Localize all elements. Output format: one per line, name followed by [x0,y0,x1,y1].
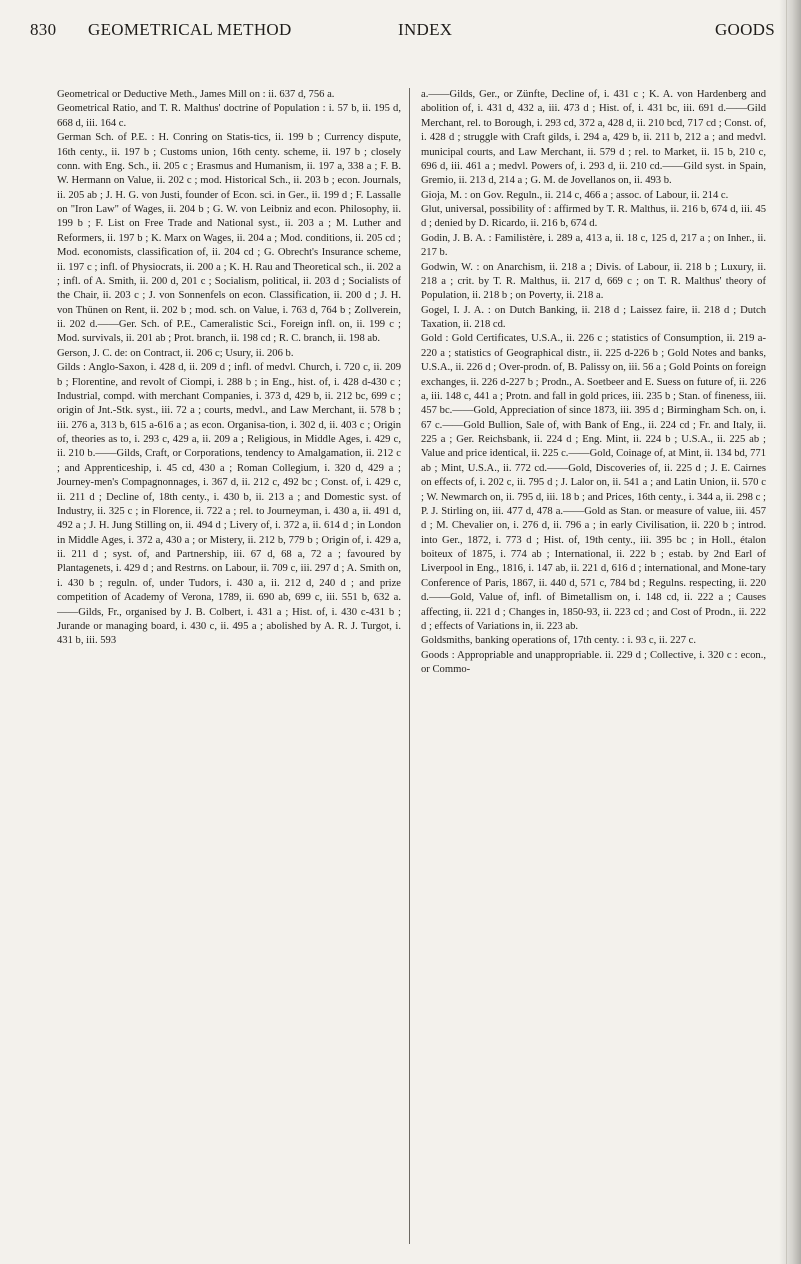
catchword: GOODS [714,20,775,39]
index-entry: Gogel, I. J. A. : on Dutch Banking, ii. 218 d ; Laissez faire, ii. 218 d ; Dutch Taxation, ii. 218 cd. [421,304,766,330]
left-column [57,88,401,1248]
page-edge-line [786,0,787,1264]
index-entry: Gerson, J. C. de: on Contract, ii. 206 c; Usury, ii. 206 b. [57,347,294,359]
index-entry: Goods : Appropriable and unappropriable. ii. 229 d ; Collective, i. 320 c : econ., or Commo- [421,649,766,675]
running-header [30,20,775,42]
column-divider [409,88,410,1244]
right-column [421,88,766,1248]
index-entry: Gioja, M. : on Gov. Reguln., ii. 214 c, 466 a ; assoc. of Labour, ii. 214 c. [421,189,729,201]
page-edge-shadow [779,0,801,1264]
index-entry: Goldsmiths, banking operations of, 17th centy. : i. 93 c, ii. 227 c. [421,635,697,647]
section-label: INDEX [398,20,453,39]
index-entry: Geometrical or Deductive Meth., James Mill on : ii. 637 d, 756 a. [57,89,335,100]
index-entry: Glut, universal, possibility of : affirmed by T. R. Malthus, ii. 216 b, 674 d, iii. 45 d ; denied by D. Ricardo, ii. 216 b, 674 d. [421,204,766,230]
index-entry: German Sch. of P.E. : H. Conring on Statis-tics, ii. 199 b ; Currency dispute, 16th centy., ii. 197 b ; Customs union, 16th centy. scheme, ii. 197 b ; closely conn. with Eng. Sch., ii. 205 c ; Erasmus and Humanism, ii. 197 a, 338 a ; F. B. W. Hermann on Value, ii. 202 c ; mod. Historical Sch., ii. 203 b ; econ. Journals, ii. 205 ab ; J. H. G. von Justi, founder of Econ. sci. in Ger., ii. 199 d ; F. Lassalle on "Iron Law" of Wages, ii. 204 b ; G. W. von Leibniz and econ. Philosophy, ii. 199 b ; F. List on Free Trade and National syst., ii. 203 a ; M. Luther and Reformers, ii. 197 b ; K. Marx on Wages, ii. 204 a ; Mod. conditions, ii. 205 cd ; Mod. economists, classification of, ii. 204 cd ; G. Obrecht's Insurance scheme, ii. 197 c ; infl. of Physiocrats, ii. 200 a ; K. H. Rau and Theoretical sch., ii. 202 a ; infl. of A. Smith, ii. 200 d, 201 c ; Socialism, political, ii. 203 d ; Socialists of the Chair, ii. 203 c ; J. von Sonnenfels on econ. Classification, ii. 200 d ; J. H. von Thünen on Rent, ii. 202 b ; mod. sch. on Value, i. 763 d, 764 b ; Zollverein, ii. 202 d.——Ger. Sch. of P.E., Cameralistic Sci., Foreign infl. on, ii. 199 c ; Mod. survivals, ii. 201 ab ; Prot. branch, ii. 198 cd ; R. C. branch, ii. 198 ab. [57,132,401,345]
index-entry: Geometrical Ratio, and T. R. Malthus' doctrine of Population : i. 57 b, ii. 195 d, 668 d, iii. 164 c. [57,103,401,129]
index-entry: Gilds : Anglo-Saxon, i. 428 d, ii. 209 d ; infl. of medvl. Church, i. 720 c, ii. 209 b ; Florentine, and revolt of Ciompi, i. 288 b ; in Eng., hist. of, i. 428 d-430 c ; Industrial, compd. with merchant Companies, i. 373 d, 429 b, ii. 212 bc, 699 c ; origin of Jnt.-Stk. syst., iii. 72 a ; courts, medvl., and Law Merchant, ii. 578 b ; iii. 276 a, 313 b, 615 a-616 a ; as econ. Organisa-tion, i. 302 d, ii. 403 c ; Origin of, theories as to, i. 293 c, 429 a, ii. 209 a ; Religious, in Middle Ages, i. 429 c, ii. 210 b.——Gilds, Craft, or Corporations, tendency to Amalgamation, ii. 212 c ; and Apprenticeship, i. 45 cd, 430 a ; Roman Collegium, i. 320 d, 429 a ; Journey-men's Compagnonnages, i. 367 d, ii. 212 c, 492 bc ; Const. of, i. 429 c, ii. 211 d ; Decline of, 18th centy., i. 430 b, ii. 213 a ; and Domestic syst. of Industry, ii. 325 c ; in Florence, ii. 722 a ; rel. to Journeyman, i. 430 a, ii. 491 d, 492 a ; J. H. Jung Stilling on, ii. 494 d ; Livery of, i. 372 a, ii. 614 d ; in London in Middle Ages, i. 372 a, 430 a ; or Mistery, ii. 212 b, 779 b ; Origin of, i. 429 a, ii. 211 d ; syst. of, and Partnership, iii. 67 d, 68 a, 72 a ; favoured by Plantagenets, i. 429 d ; and Restrns. on Labour, ii. 709 c, iii. 297 d ; A. Smith on, i. 430 b ; reguln. of, under Tudors, i. 430 a, ii. 212 d, 240 d ; and prize competition of Academy of Verona, 1789, ii. 690 ab, 699 c, iii. 551 b, 632 a.——Gilds, Fr., organised by J. B. Colbert, i. 431 a ; Hist. of, i. 430 c-431 b ; Jurande or managing board, i. 430 c, ii. 495 a ; abolished by A. R. J. Turgot, i. 431 b, iii. 593 [57,362,401,647]
index-entry: Godwin, W. : on Anarchism, ii. 218 a ; Divis. of Labour, ii. 218 b ; Luxury, ii. 218 a ; crit. by T. R. Malthus, ii. 217 d, 669 c ; on T. R. Malthus' theory of Population, ii. 218 b ; on Poverty, ii. 218 a. [421,261,766,302]
index-entry: a.——Gilds, Ger., or Zünfte, Decline of, i. 431 c ; K. A. von Hardenberg and abolition of, i. 431 d, 432 a, iii. 473 d ; Hist. of, i. 431 bc, iii. 691 d.——Gild Merchant, rel. to Borough, i. 293 cd, 372 a, 428 d, ii. 210 bcd, 717 cd ; Const. of, i. 428 d ; struggle with Craft gilds, i. 294 a, 429 b, ii. 211 b, 212 a ; and medvl. municipal courts, and Law Merchant, ii. 579 d ; rel. to Market, ii. 15 b, 210 c, 696 d, iii. 461 a ; medvl. Powers of, i. 293 d, ii. 210 cd.——Gild syst. in Spain, Gremio, ii. 213 d, 214 a ; G. M. de Jovellanos on, ii. 493 b. [421,89,766,187]
page-number: 830 [30,20,57,39]
running-title: GEOMETRICAL METHOD [88,20,292,39]
index-entry: Gold : Gold Certificates, U.S.A., ii. 226 c ; statistics of Consumption, ii. 219 a-220 a ; statistics of Geographical distr., ii. 225 d-226 b ; Gold Notes and banks, U.S.A., ii. 226 d ; Over-prodn. of, B. Palissy on, iii. 56 a ; Gold Points on foreign exchanges, ii. 226 d-227 b ; Prodn., A. Soetbeer and E. Suess on future of, ii. 226 a, iii. 148 c, 441 a ; Protn. and fall in gold prices, iii. 235 b ; Stan. of fineness, iii. 457 bc.——Gold, Appreciation of since 1873, iii. 395 d ; Birmingham Sch. on, i. 67 c.——Gold Bullion, Sale of, with Bank of Eng., ii. 224 cd ; Fr. and Italy, ii. 225 a ; Ger. Reichsbank, ii. 224 d ; Eng. Mint, ii. 224 b ; U.S.A., ii. 225 ab ; Value and price identical, ii. 225 c.——Gold, Coinage of, at Mint, ii. 134 bd, 771 ab ; Mint, U.S.A., ii. 772 cd.——Gold, Discoveries of, ii. 225 d ; J. E. Cairnes on effects of, i. 202 c, ii. 795 d ; J. Lalor on, ii. 541 a ; and Latin Union, ii. 570 c ; W. Newmarch on, ii. 795 d, iii. 18 b ; and Prices, 16th centy., i. 344 a, ii. 298 c ; P. J. Stirling on, iii. 477 d, 478 a.——Gold as Stan. or measure of value, iii. 457 d ; M. Chevalier on, i. 276 d, ii. 796 a ; in early Civilisation, ii. 220 b ; introd. into Ger., 1872, i. 773 d ; Hist. of, 19th centy., iii. 395 bc ; in Holl., étalon boiteux of 1875, i. 774 ab ; International, ii. 222 b ; estab. by 2nd Earl of Liverpool in Eng., 1816, i. 147 ab, ii. 221 d, 616 d ; international, and Mone-tary Conference of Paris, 1867, ii. 440 d, 571 c, 784 bd ; Regulns. respecting, ii. 220 d.——Gold, Value of, infl. of Bimetallism on, i. 148 cd, ii. 222 a ; Causes affecting, ii. 221 d ; Changes in, 1850-93, ii. 223 cd ; and Cost of Prodn., ii. 222 d ; effects of Variations in, ii. 223 ab. [421,333,766,632]
index-entry: Godin, J. B. A. : Familistère, i. 289 a, 413 a, ii. 18 c, 125 d, 217 a ; on Inher., ii. 217 b. [421,232,766,259]
